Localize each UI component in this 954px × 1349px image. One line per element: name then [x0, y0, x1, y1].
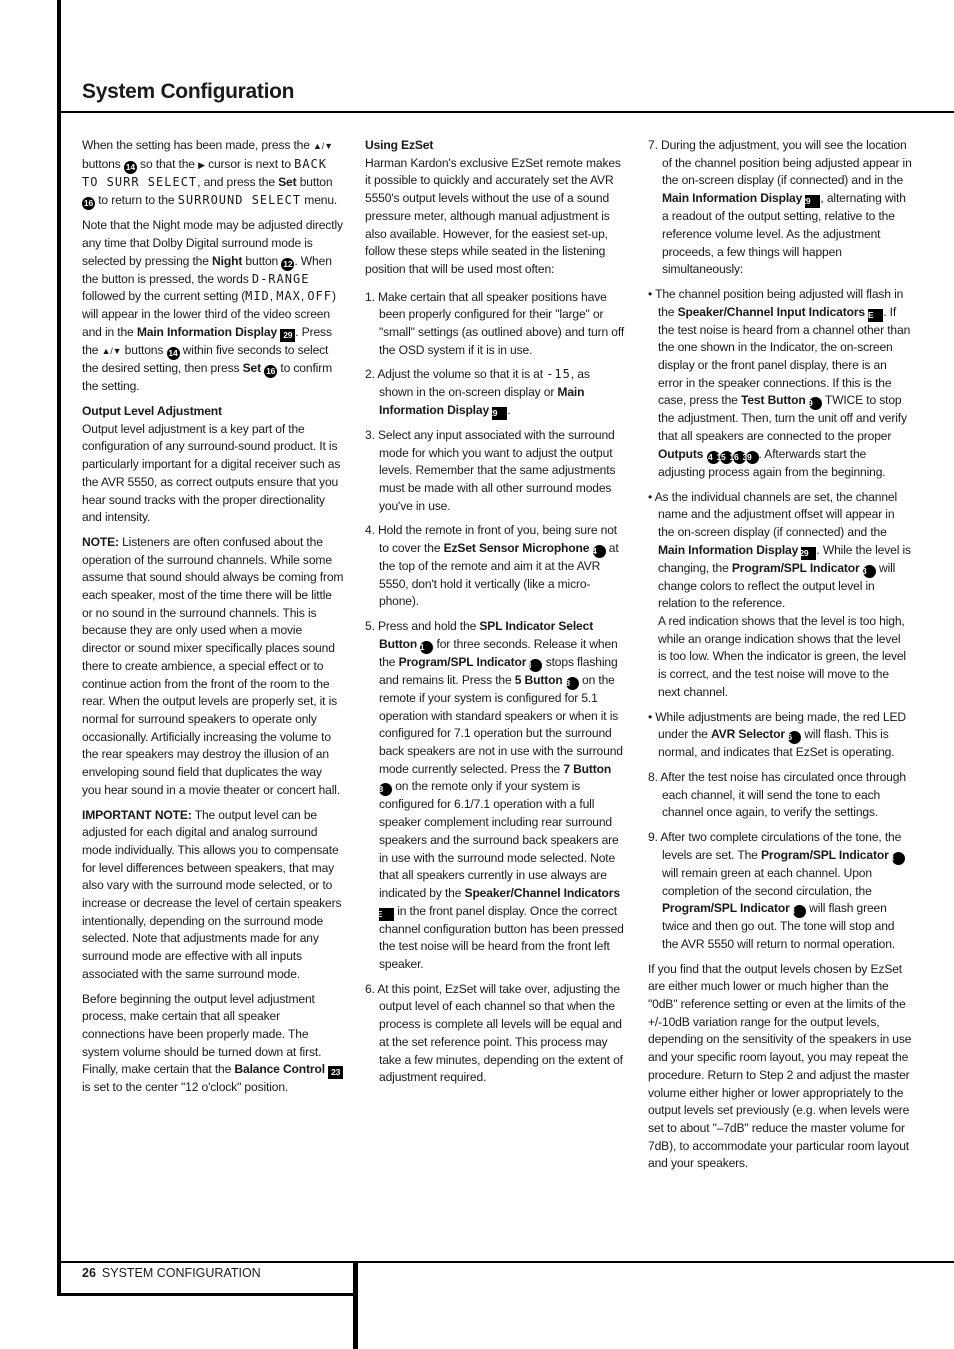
callout-badge: 15	[720, 451, 733, 464]
paragraph-night-mode: Note that the Night mode may be adjusted directly any time that Dolby Digital surround mode is selected by pressing the Night button 12 . When the button is pressed, the words D-RANGE followed by the current setting (MID, MAX, OFF) will appear in the lower third of the video screen and in the Main Information Display 29 . Press the ▲/▼ buttons 14 within five seconds to select the desired setting, then press Set 16 to confirm the setting.	[82, 218, 343, 394]
bullet-channel-set: • As the individual channels are set, the channel name and the adjustment offset will appear in the on-screen display (if connected) and the Main Information Display 29 . While the level is changing, the Program/SPL Indicator 3 will change colors to reflect the output level in relation to the reference. A red indication shows that the level is too high, while an orange indication shows that the level is too low. When the indicator is green, the level is correct, and the test noise will move to the next channel.	[648, 489, 911, 699]
callout-square: E	[379, 908, 394, 921]
page-number: 26	[82, 1266, 96, 1280]
step-5: 5. Press and hold the SPL Indicator Select Button 41 for three seconds. Release it when the Program/SPL Indicator 3 stops flashing and remains lit. Press the 5 Button 18 on the remote if your system is configured for 5.1 operation with standard speakers or when it is configured for 7.1 operation but the surround back speakers are not in use with the surround mode currently selected. Press the 7 Button 18 on the remote only if your system is configured for 6.1/7.1 operation with a full speaker complement including rear surround speakers and the surround back speakers are in use with the surround mode selected. Note that all speakers currently in use always are indicated by the Speaker/Channel Indicators E in the front panel display. Once the correct channel configuration button has been pressed the test noise will be heard from the front left speaker.	[365, 619, 624, 972]
step-9: 9. After two complete circulations of the tone, the levels are set. The Program/SPL Indicator 3 will remain green at each channel. Upon completion of the second circulation, the Program/SPL Indicator 3 will flash green twice and then go out. The tone will stop and the AVR 5550 will return to normal operation.	[648, 829, 912, 954]
paragraph-note: NOTE: Listeners are often confused about the operation of the surround channels. While some assume that sound should always be coming from each speaker, most of the time there will be little or no sound in the surround channels. This is because they are only used when a movie director or sound mixer specifically places sound there to create ambience, a special effect or to continue action from the front of the room to the rear. When the output levels are properly set, it is normal for surround speakers to operate only occasionally. Artificially increasing the volume to the rear speakers may destroy the illusion of an enveloping sound field that duplicates the way you hear sound in a movie theater or concert hall.	[82, 534, 344, 797]
step-7: 7. During the adjustment, you will see the location of the channel position being adjusted appear in the on-screen display (if connected) and in the Main Information Display 29 , alternating with a readout of the output setting, relative to the reference volume level. As the adjustment proceeds, a few things will happen simultaneously:	[648, 138, 912, 277]
step-8: 8. After the test noise has circulated once through each channel, it will send the tone to each channel once again, to verify the settings.	[648, 769, 906, 820]
column-3	[648, 137, 912, 1180]
page-title: System Configuration	[82, 80, 295, 103]
step-2: 2. Adjust the volume so that it is at -15, as shown in the on-screen display or Main Information Display 29 .	[365, 367, 590, 418]
callout-badge: 39	[746, 451, 759, 464]
callout-badge: 41	[420, 641, 433, 654]
callout-badge: 3	[892, 852, 905, 865]
callout-badge: 3	[793, 905, 806, 918]
section-heading: Using EzSet	[365, 138, 434, 152]
step-1: 1. Make certain that all speaker positions have been properly configured for their "large" or "small" settings (as outlined above) and turn off the OSD system if it is in use.	[365, 289, 625, 357]
paragraph-before-beginning: Before beginning the output level adjustment process, make certain that all speaker connections have been properly made. The system volume should be turned down at first. Finally, make certain that the Balance Control 23 is set to the center "12 o'clock" position.	[82, 991, 344, 1098]
callout-badge: 3	[863, 565, 876, 578]
step-3: 3. Select any input associated with the surround mode for which you want to adjust the output levels. Remember that the same adjustments must be made with all other surround modes you've in use.	[365, 427, 616, 513]
header-rule	[57, 111, 954, 113]
page-footer	[82, 1266, 261, 1280]
callout-badge: 16	[733, 451, 746, 464]
column-2	[365, 137, 627, 1094]
callout-square: 29	[801, 547, 816, 560]
footer-rule-top	[57, 1261, 954, 1263]
callout-badge: 3	[529, 659, 542, 672]
paragraph-final: If you find that the output levels chosen by EzSet are either much lower or much higher than the "0dB" reference setting or even at the limits of the +/-10dB variation range for the output levels, depending on the sensitivity of the speakers in use and your specific room layout, you may repeat the procedure. Return to Step 2 and adjust the master volume either higher or lower appropriately to the output levels set previously (e.g. when levels were set to about "–7dB" reduce the master volume for 7dB), to accommodate your particular room layout and your speakers.	[648, 961, 912, 1171]
callout-square: E	[868, 309, 883, 322]
callout-badge: 16	[83, 198, 94, 209]
callout-badge: 14	[125, 161, 135, 172]
callout-badge: 14	[168, 347, 178, 358]
callout-square: 29	[492, 407, 507, 420]
section-heading: Output Level Adjustment	[82, 404, 222, 419]
footer-rule-bottom	[57, 1293, 357, 1296]
callout-badge: 18	[379, 783, 392, 796]
callout-square: 29	[280, 329, 295, 342]
callout-badge: 9	[809, 397, 822, 410]
bullet-red-led: • While adjustments are being made, the red LED under the AVR Selector 6 will flash. This is normal, and indicates that EzSet is operating.	[648, 709, 907, 760]
step-6: 6. At this point, EzSet will take over, adjusting the output level of each channel so that when the process is complete all levels will be equal and at the set reference point. This process may take a few minutes, depending on the extent of adjustment required.	[365, 981, 623, 1085]
callout-badge: 6	[788, 731, 801, 744]
callout-square: 29	[805, 195, 820, 208]
callout-badge: 16	[266, 366, 276, 377]
callout-badge: 14	[707, 451, 720, 464]
bullet-channel-flash: • The channel position being adjusted will flash in the Speaker/Channel Input Indicators E . If the test noise is heard from a channel other than the one shown in the Indicator, the on-screen display or the front panel display, there is an error in the speaker connections. If this is the case, press the Test Button 9 TWICE to stop the adjustment. Then, turn the unit off and verify that all speakers are connected to the proper Outputs 14 15 16 39 . Afterwards start the adjusting process again from the beginning.	[648, 286, 911, 479]
footer-section-label: SYSTEM CONFIGURATION	[101, 1266, 261, 1280]
callout-badge: 44	[593, 545, 606, 558]
paragraph-important-note: IMPORTANT NOTE: The output level can be adjusted for each digital and analog surround mode individually. This allows you to compensate for level differences between speakers, that may also vary with the surround mode selected, or to increase or decrease the level of certain speakers intentionally, depending on the surround mode selected. Note that adjustments made for any surround mode are effective with all inputs associated with the same surround mode.	[82, 807, 342, 981]
section-using-ezset: Using EzSet Harman Kardon's exclusive EzSet remote makes it possible to quickly and accurately set the AVR 5550's output levels without the use of a sound pressure meter, although manual adjustment is also available. However, for the easiest set-up, follow these steps while seated in the listening position that will be used most often:	[365, 137, 627, 279]
footer-divider-bar	[353, 1261, 358, 1349]
callout-square: 23	[328, 1066, 343, 1079]
column-1	[82, 137, 344, 1104]
step-4: 4. Hold the remote in front of you, being sure not to cover the EzSet Sensor Microphone 44 at the top of the remote and aim it at the AVR 5550, don't hold it vertically (like a micro-phone).	[365, 523, 619, 609]
section-output-level: Output Level Adjustment Output level adjustment is a key part of the configuration of any surround-sound product. It is particularly important for a digital receiver such as the AVR 5550, as correct outputs ensure that you hear sound tracks with the proper directionality and intensity.	[82, 403, 344, 527]
callout-badge: 18	[566, 677, 579, 690]
callout-badge: 12	[283, 258, 293, 269]
paragraph-back-to-surround: When the setting has been made, press the ▲/▼ buttons 14 so that the ▶ cursor is next to BACK TO SURR SELECT, and press the Set button 16 to return to the SURROUND SELECT menu.	[82, 138, 338, 209]
left-margin-bar	[57, 0, 61, 1296]
